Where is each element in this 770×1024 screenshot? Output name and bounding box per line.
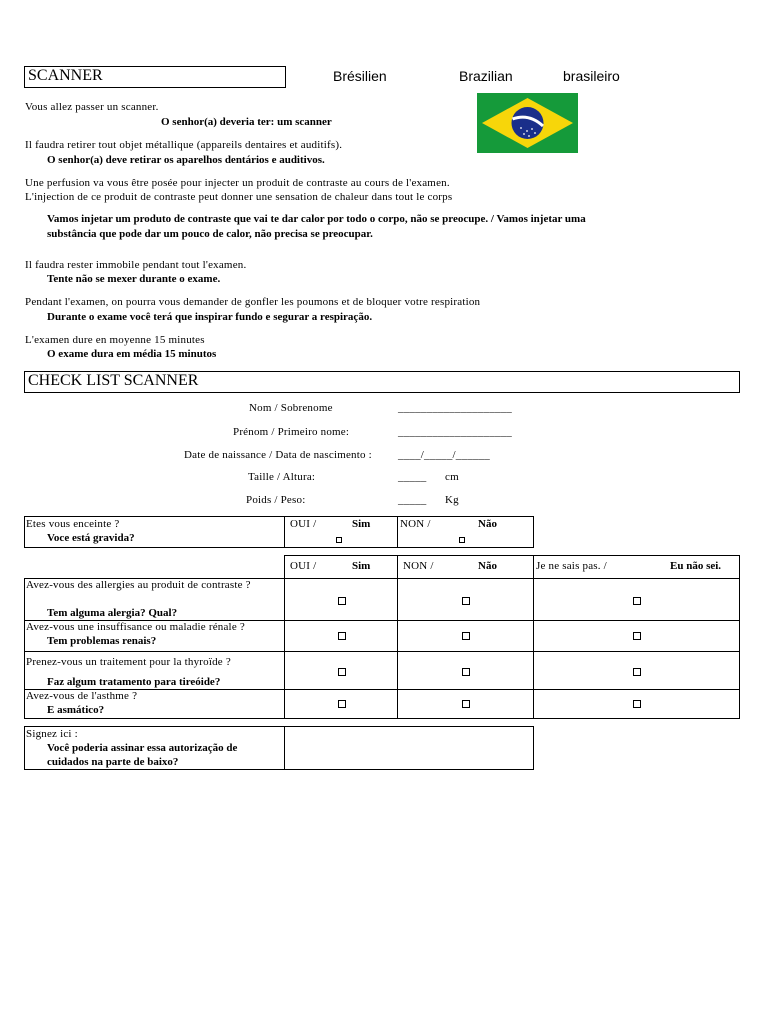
instruction-3-fr-line1: Une perfusion va vous être posée pour injecter un produit de contraste au cours de l'examen.: [25, 177, 450, 189]
language-en: Brazilian: [459, 68, 513, 84]
instruction-1-pt: O senhor(a) deveria ter: um scanner: [161, 116, 332, 128]
instruction-6-fr: L'examen dure en moyenne 15 minutes: [25, 334, 205, 346]
question-2-pt: Tem problemas renais?: [47, 635, 157, 647]
instruction-2-fr: Il faudra retirer tout objet métallique (appareils dentaires et auditifs).: [25, 139, 343, 151]
question-2-fr: Avez-vous une insuffisance ou maladie rénale ?: [26, 621, 245, 633]
question-4-fr: Avez-vous de l'asthme ?: [26, 690, 138, 702]
instruction-3-pt-line2: substância que pode dar um pouco de calor, não precisa se preocupar.: [47, 228, 373, 240]
instruction-3-fr-line2: L'injection de ce produit de contraste peut donner une sensation de chaleur dans tout le corps: [25, 191, 453, 203]
header-jns-cell: [533, 555, 740, 579]
header-ens-label: Eu não sei.: [670, 560, 722, 572]
pregnancy-sim-label: Sim: [352, 518, 371, 530]
question-4-pt: E asmático?: [47, 704, 105, 716]
answer-3-unknown-checkbox[interactable]: [633, 668, 641, 676]
answer-1-unknown-cell[interactable]: [533, 578, 740, 621]
page-title: SCANNER: [28, 67, 103, 84]
pregnancy-no-checkbox[interactable]: [459, 537, 465, 543]
signature-field[interactable]: [284, 726, 534, 770]
instruction-5-pt: Durante o exame você terá que inspirar fundo e segurar a respiração.: [47, 311, 373, 323]
dob-label: Date de naissance / Data de nascimento :: [184, 449, 372, 461]
checklist-title-box: [24, 371, 740, 393]
answer-3-yes-checkbox[interactable]: [338, 668, 346, 676]
instruction-2-pt: O senhor(a) deve retirar os aparelhos dentários e auditivos.: [47, 154, 325, 166]
answer-2-yes-checkbox[interactable]: [338, 632, 346, 640]
pregnancy-non-label: NON /: [400, 518, 431, 530]
instruction-4-pt: Tente não se mexer durante o exame.: [47, 273, 221, 285]
answer-1-yes-checkbox[interactable]: [338, 597, 346, 605]
signature-pt-line2: cuidados na parte de baixo?: [47, 756, 179, 768]
nom-label: Nom / Sobrenome: [249, 402, 333, 414]
answer-4-unknown-cell[interactable]: [533, 689, 740, 719]
answer-1-no-checkbox[interactable]: [462, 597, 470, 605]
pregnancy-no-cell[interactable]: [397, 516, 534, 548]
answer-3-yes-cell[interactable]: [284, 651, 398, 690]
taille-label: Taille / Altura:: [248, 471, 316, 483]
signature-label-cell: [24, 726, 285, 770]
instruction-6-pt: O exame dura em média 15 minutos: [47, 348, 217, 360]
answer-1-unknown-checkbox[interactable]: [633, 597, 641, 605]
answer-2-no-checkbox[interactable]: [462, 632, 470, 640]
brazil-flag-icon: [477, 93, 578, 153]
answer-4-yes-cell[interactable]: [284, 689, 398, 719]
answer-3-unknown-cell[interactable]: [533, 651, 740, 690]
answer-3-no-cell[interactable]: [397, 651, 534, 690]
dob-field[interactable]: ____/_____/______: [398, 449, 491, 461]
pregnancy-question-pt: Voce está gravida?: [47, 532, 135, 544]
answer-4-unknown-checkbox[interactable]: [633, 700, 641, 708]
language-pt: brasileiro: [563, 68, 620, 84]
header-non-label: NON /: [403, 560, 434, 572]
instruction-1-fr: Vous allez passer un scanner.: [25, 101, 159, 113]
answer-3-no-checkbox[interactable]: [462, 668, 470, 676]
pregnancy-oui-label: OUI /: [290, 518, 317, 530]
poids-label: Poids / Peso:: [246, 494, 306, 506]
pregnancy-yes-checkbox[interactable]: [336, 537, 342, 543]
answer-1-no-cell[interactable]: [397, 578, 534, 621]
header-oui-label: OUI /: [290, 560, 317, 572]
header-oui-cell: [284, 555, 398, 579]
answer-1-yes-cell[interactable]: [284, 578, 398, 621]
poids-unit: Kg: [445, 494, 459, 506]
question-row-2: [24, 620, 285, 652]
answer-2-yes-cell[interactable]: [284, 620, 398, 652]
answer-4-no-checkbox[interactable]: [462, 700, 470, 708]
header-jns-label: Je ne sais pas. /: [536, 560, 607, 572]
question-row-3: [24, 651, 285, 690]
question-row-1: [24, 578, 285, 621]
taille-field[interactable]: _____: [398, 471, 427, 483]
question-1-pt: Tem alguma alergia? Qual?: [47, 607, 178, 619]
prenom-label: Prénom / Primeiro nome:: [233, 426, 350, 438]
scanner-title-box: [24, 66, 286, 88]
instruction-3-pt-line1: Vamos injetar um produto de contraste que vai te dar calor por todo o corpo, não se preocupe. / Vamos injetar uma: [47, 213, 586, 225]
pregnancy-question-fr: Etes vous enceinte ?: [26, 518, 120, 530]
prenom-field[interactable]: ____________________: [398, 426, 512, 438]
nom-field[interactable]: ____________________: [398, 402, 512, 414]
header-sim-label: Sim: [352, 560, 371, 572]
header-nao-label: Não: [478, 560, 497, 572]
question-3-pt: Faz algum tratamento para tireóide?: [47, 676, 221, 688]
instruction-4-fr: Il faudra rester immobile pendant tout l'examen.: [25, 259, 247, 271]
question-3-fr: Prenez-vous un traitement pour la thyroïde ?: [26, 656, 231, 668]
answer-4-yes-checkbox[interactable]: [338, 700, 346, 708]
question-row-4: [24, 689, 285, 719]
header-non-cell: [397, 555, 534, 579]
checklist-title: CHECK LIST SCANNER: [28, 372, 199, 389]
signature-pt-line1: Você poderia assinar essa autorização de: [47, 742, 238, 754]
pregnancy-yes-cell[interactable]: [284, 516, 398, 548]
pregnancy-nao-label: Não: [478, 518, 497, 530]
answer-2-no-cell[interactable]: [397, 620, 534, 652]
answer-2-unknown-cell[interactable]: [533, 620, 740, 652]
instruction-5-fr: Pendant l'examen, on pourra vous demander de gonfler les poumons et de bloquer votre respiration: [25, 296, 481, 308]
pregnancy-question-cell: [24, 516, 285, 548]
answer-4-no-cell[interactable]: [397, 689, 534, 719]
language-fr: Brésilien: [333, 68, 387, 84]
signature-fr: Signez ici :: [26, 728, 78, 740]
question-1-fr: Avez-vous des allergies au produit de contraste ?: [26, 579, 251, 591]
poids-field[interactable]: _____: [398, 494, 427, 506]
taille-unit: cm: [445, 471, 459, 483]
answer-2-unknown-checkbox[interactable]: [633, 632, 641, 640]
